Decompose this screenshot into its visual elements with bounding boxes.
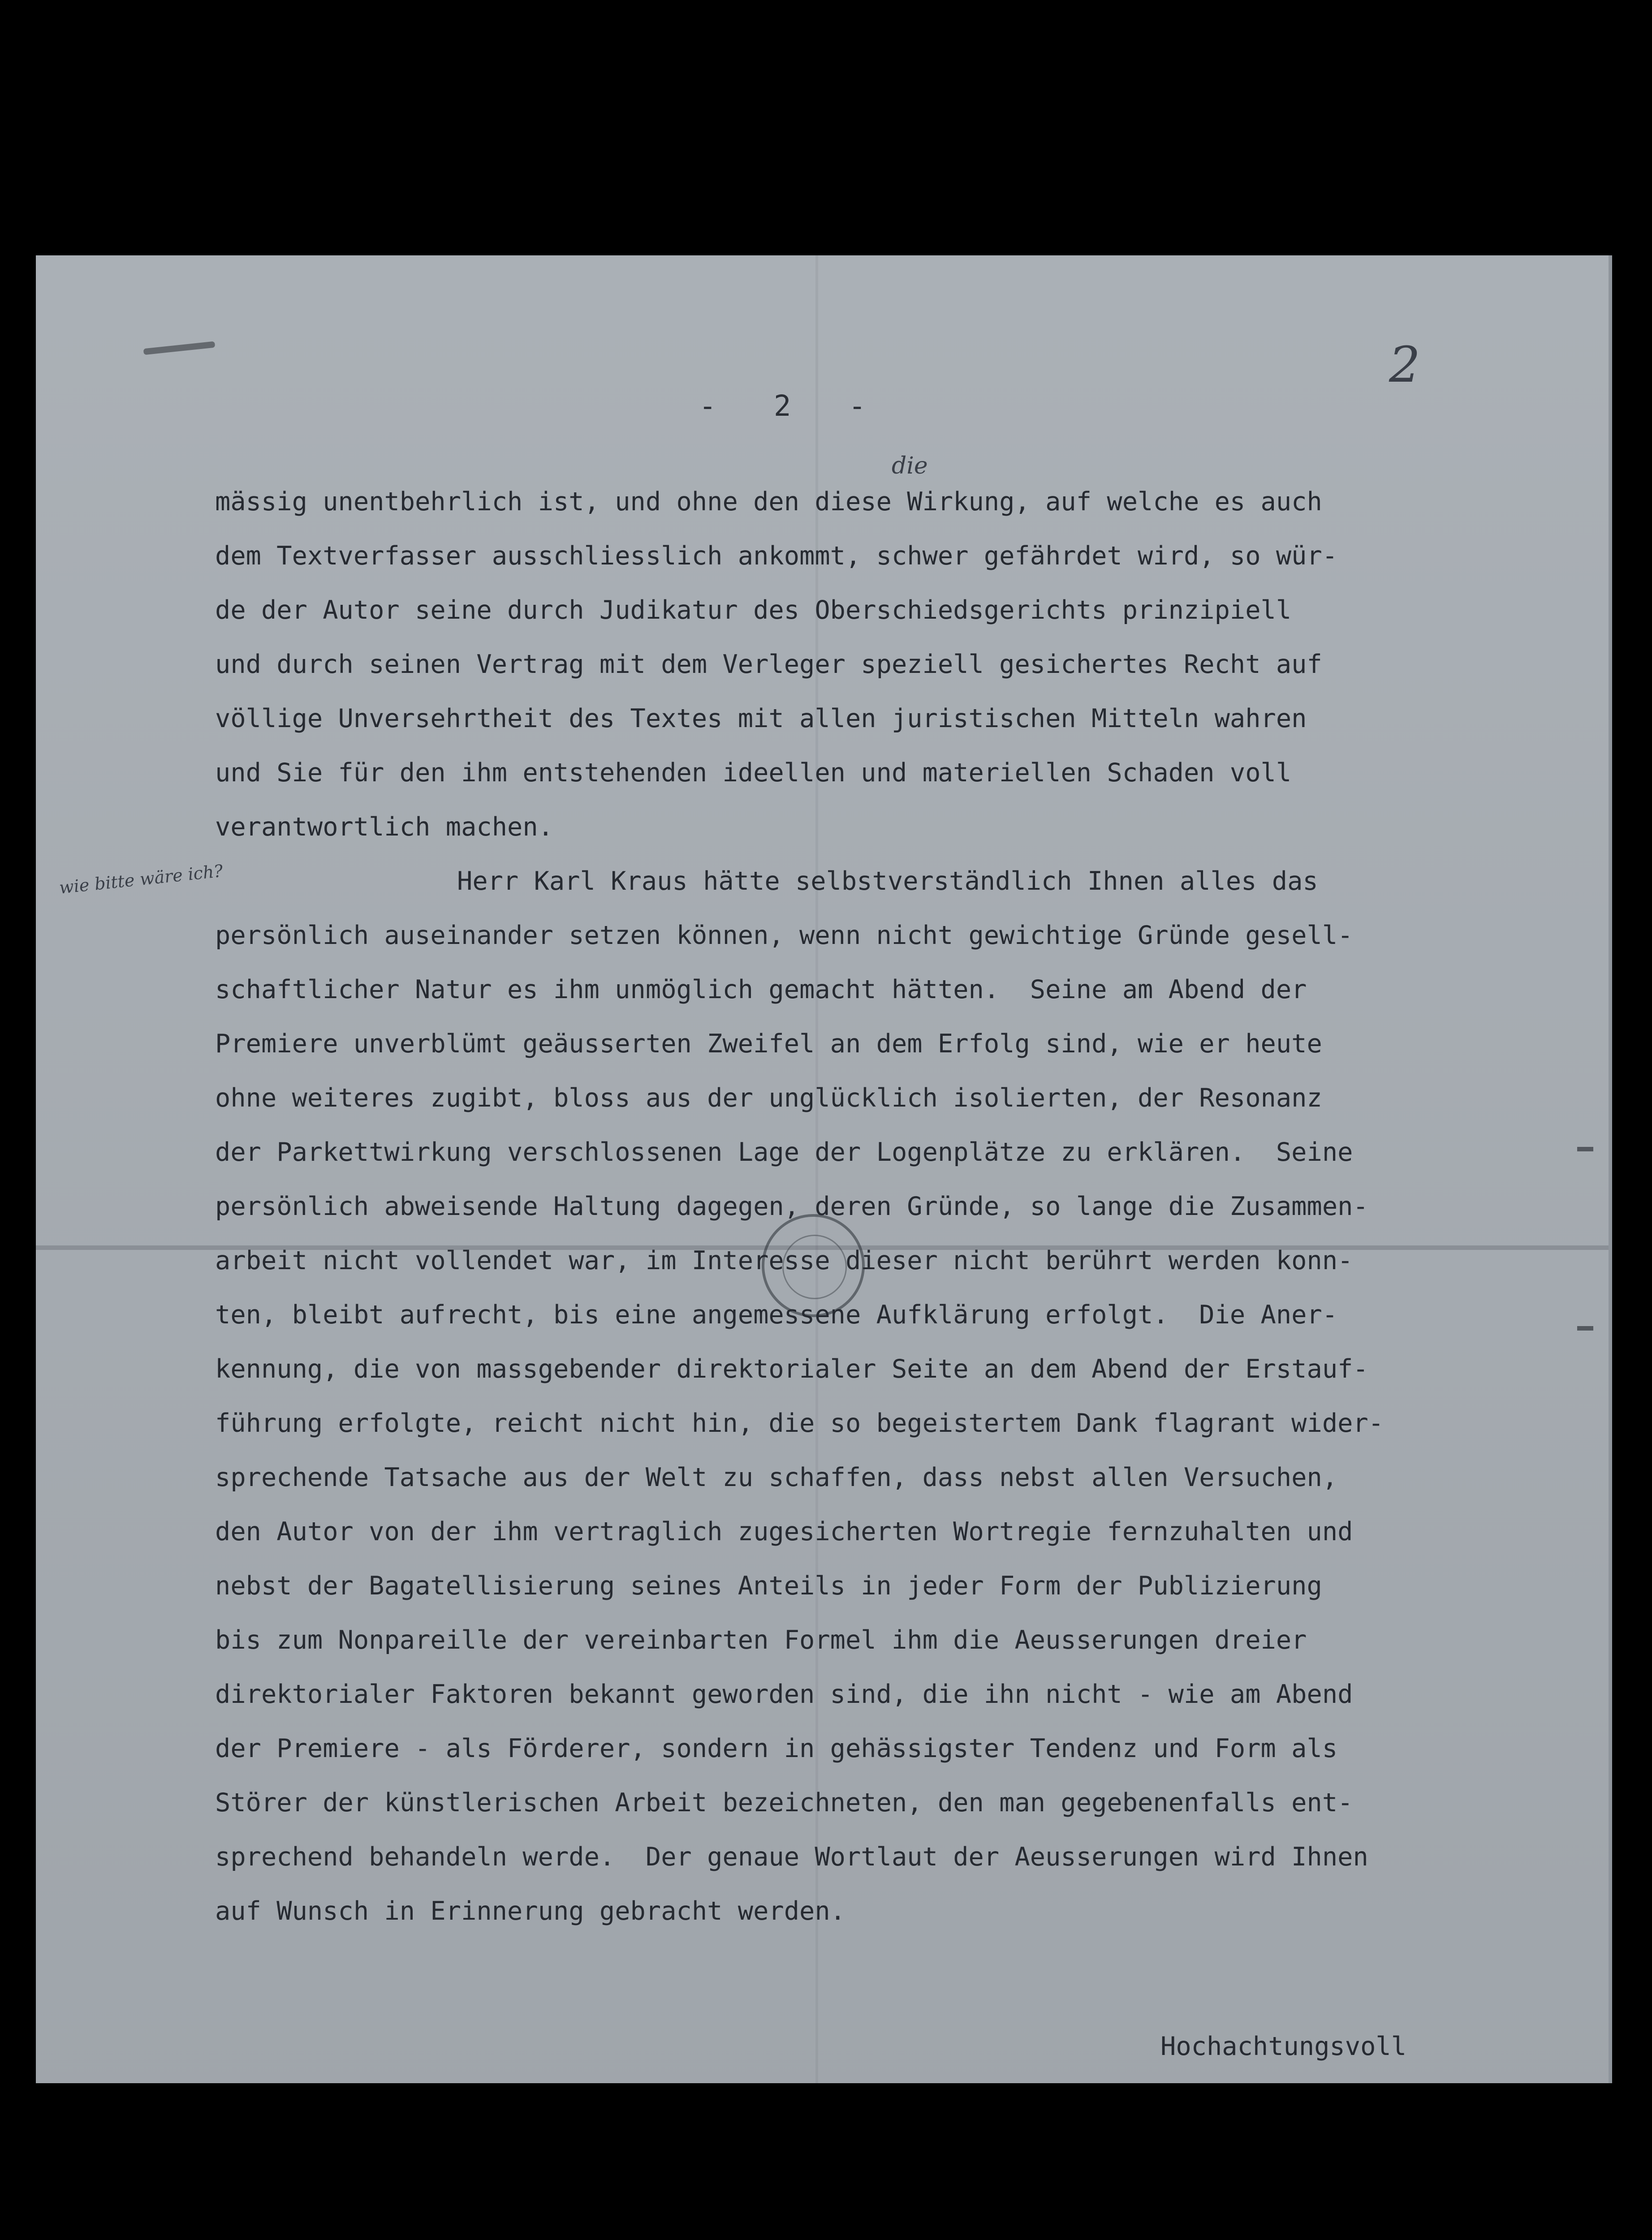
letter-body xyxy=(215,475,1582,1938)
paragraph-start-line: Herr Karl Kraus hätte selbstverständlich Ihnen alles das xyxy=(457,866,1318,896)
handwritten-margin-note: wie bitte wäre ich? xyxy=(58,861,224,898)
text-line: Störer der künstlerischen Arbeit bezeichneten, den man gegebenenfalls ent- xyxy=(215,1788,1353,1818)
text-line: persönlich auseinander setzen können, wenn nicht gewichtige Gründe gesell- xyxy=(215,921,1353,950)
text-line: direktorialer Faktoren bekannt geworden sind, die ihn nicht - wie am Abend xyxy=(215,1680,1353,1709)
closing-salutation: Hochachtungsvoll xyxy=(1160,2032,1407,2061)
text-line: nebst der Bagatellisierung seines Anteils in jeder Form der Publizierung xyxy=(215,1571,1322,1601)
text-line: Premiere unverblümt geäusserten Zweifel an dem Erfolg sind, wie er heute xyxy=(215,1029,1322,1059)
text-line: schaftlicher Natur es ihm unmöglich gemacht hätten. Seine am Abend der xyxy=(215,975,1307,1004)
text-line: und Sie für den ihm entstehenden ideellen und materiellen Schaden voll xyxy=(215,758,1292,788)
text-line: und durch seinen Vertrag mit dem Verleger speziell gesichertes Recht auf xyxy=(215,650,1322,679)
text-line: kennung, die von massgebender direktorialer Seite an dem Abend der Erstauf- xyxy=(215,1354,1368,1384)
text-line: ten, bleibt aufrecht, bis eine angemessene Aufklärung erfolgt. Die Aner- xyxy=(215,1300,1338,1330)
text-line: völlige Unversehrtheit des Textes mit allen juristischen Mitteln wahren xyxy=(215,704,1307,733)
text-line: bis zum Nonpareille der vereinbarten Formel ihm die Aeusserungen dreier xyxy=(215,1625,1307,1655)
text-line: mässig unentbehrlich ist, und ohne den diese Wirkung, auf welche es auch xyxy=(215,487,1322,517)
page-number: - 2 - xyxy=(699,390,867,423)
text-line: arbeit nicht vollendet war, im Interesse dieser nicht berührt werden konn- xyxy=(215,1246,1353,1275)
ink-smudge xyxy=(143,341,216,355)
text-line: auf Wunsch in Erinnerung gebracht werden. xyxy=(215,1896,845,1926)
text-line: den Autor von der ihm vertraglich zugesicherten Wortregie fernzuhalten und xyxy=(215,1517,1353,1546)
letter-page xyxy=(36,255,1612,2083)
text-line: der Parkettwirkung verschlossenen Lage der Logenplätze zu erklären. Seine xyxy=(215,1137,1353,1167)
text-line: dem Textverfasser ausschliesslich ankommt, schwer gefährdet wird, so wür- xyxy=(215,541,1338,571)
text-line: verantwortlich machen. xyxy=(215,812,553,842)
text-line: führung erfolgte, reicht nicht hin, die so begeistertem Dank flagrant wider- xyxy=(215,1409,1384,1438)
text-line: ohne weiteres zugibt, bloss aus der unglücklich isolierten, der Resonanz xyxy=(215,1083,1322,1113)
text-line: sprechende Tatsache aus der Welt zu schaffen, dass nebst allen Versuchen, xyxy=(215,1463,1338,1492)
text-line: sprechend behandeln werde. Der genaue Wortlaut der Aeusserungen wird Ihnen xyxy=(215,1842,1368,1872)
text-line: persönlich abweisende Haltung dagegen, deren Gründe, so lange die Zusammen- xyxy=(215,1192,1368,1221)
text-line: de der Autor seine durch Judikatur des Oberschiedsgerichts prinzipiell xyxy=(215,595,1292,625)
handwritten-insertion: die xyxy=(892,452,928,479)
handwritten-page-mark: 2 xyxy=(1389,336,1420,393)
text-line: der Premiere - als Förderer, sondern in gehässigster Tendenz und Form als xyxy=(215,1734,1338,1763)
